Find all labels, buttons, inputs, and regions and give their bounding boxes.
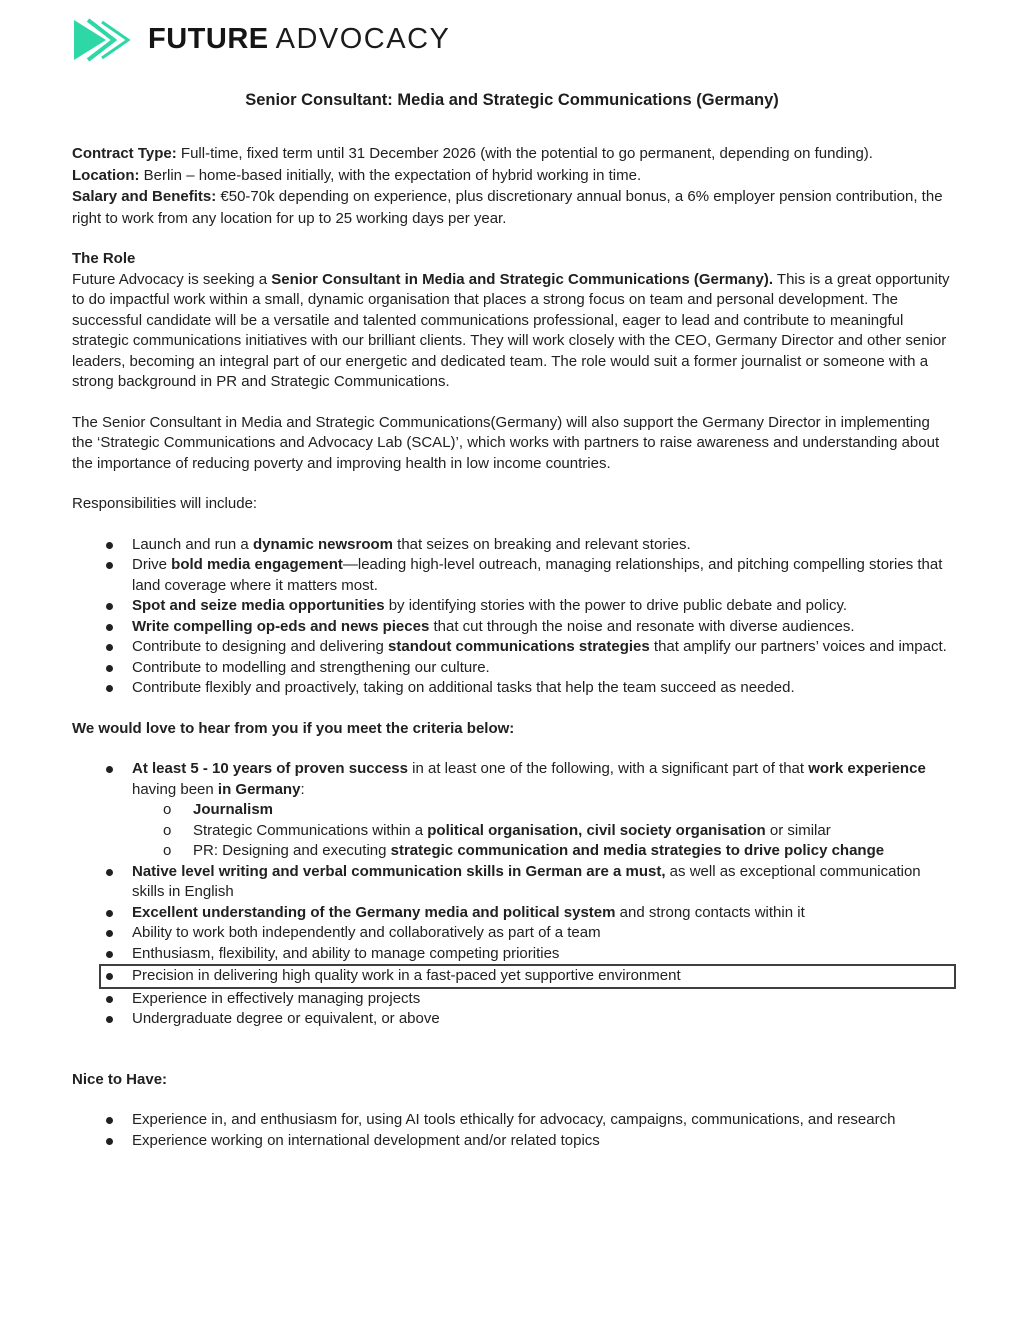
text-run: work experience (808, 760, 926, 777)
criteria-list (72, 759, 952, 1030)
location-line (72, 165, 952, 187)
text-run: Undergraduate degree or equivalent, or above (132, 1010, 440, 1027)
bullet-icon (104, 989, 132, 1003)
bullet-icon (104, 862, 132, 876)
text-run: Location: (72, 166, 144, 184)
text-run: —leading high-level outreach, managing relationships, and pitching compelling stories that land coverage where it matters most. (132, 556, 943, 594)
text-run: Full-time, fixed term until 31 December 2026 (with the potential to go permanent, depending on funding). (180, 145, 873, 162)
list-item (104, 1110, 952, 1131)
list-item-text (132, 862, 952, 903)
bullet-icon (104, 966, 132, 980)
text-run: Future Advocacy is seeking a (72, 270, 272, 288)
text-run: that seizes on breaking and relevant stories. (392, 535, 691, 553)
text-run: Precision in delivering high quality work in a fast-paced yet supportive environment (132, 967, 681, 984)
list-item-text (132, 535, 952, 556)
text-run: as well as exceptional communication skills in English (132, 862, 921, 900)
text-run: Native level writing and verbal communication skills in German are a must, (132, 862, 666, 880)
sub-list-item (163, 821, 952, 842)
company-name (148, 22, 451, 55)
text-run: €50-70k depending on experience, plus discretionary annual bonus, a 6% employer pension contribution, the right to work from any location for up to 25 working days per year. (72, 188, 943, 227)
list-item-text (132, 1110, 952, 1131)
text-run: in at least one of the following, with a significant part of that (407, 760, 809, 777)
bullet-icon (104, 535, 132, 549)
list-item-text (132, 678, 952, 699)
bullet-icon (104, 759, 132, 773)
text-run: and strong contacts within it (615, 903, 805, 921)
text-run: Berlin – home-based initially, with the expectation of hybrid working in time. (143, 166, 642, 184)
list-item-text (132, 1009, 952, 1030)
sub-list-item (163, 800, 952, 821)
text-run: Excellent understanding of the Germany media and political system (132, 903, 616, 921)
list-item-body (132, 759, 952, 862)
bullet-icon (104, 1131, 132, 1145)
text-run: bold media engagement (171, 556, 343, 573)
text-run: Contribute to designing and delivering (132, 638, 389, 655)
text-run: Write compelling op-eds and news pieces (132, 617, 430, 635)
text-run: Ability to work both independently and collaboratively as part of a team (132, 924, 601, 941)
responsibilities-intro: Responsibilities will include: (72, 495, 258, 512)
circle-bullet-icon: o (163, 842, 172, 859)
nice-to-have-list (72, 1110, 952, 1151)
list-item-text (132, 637, 952, 658)
bullet-icon (104, 944, 132, 958)
sub-list-item-text (193, 841, 952, 862)
text-run: or similar (765, 821, 831, 839)
list-item (104, 617, 952, 638)
bullet-icon (104, 903, 132, 917)
brand-secondary-text: ADVOCACY (275, 22, 451, 55)
list-item-text (132, 989, 952, 1010)
contract-type-line (72, 143, 952, 165)
list-item (104, 1131, 952, 1152)
bullet-icon (104, 617, 132, 631)
text-run: having been (132, 780, 218, 798)
bullet-icon (104, 555, 132, 569)
text-run: Journalism (193, 801, 274, 818)
text-run: This is a great opportunity to do impactful work within a small, dynamic organisation that places a strong focus on team and personal development. The successful candidate will be a versatile and talented communications professional, eager to lead and contribute to meaningful strategic communications initiatives with our brilliant clients. They will work closely with the CEO, Germany Director and other senior leaders, becoming an integral part of our energetic and dedicated team. The role would suit a former journalist or someone with a strong background in PR and Strategic Communications. (72, 270, 950, 390)
list-item (104, 1009, 952, 1030)
list-item (104, 989, 952, 1010)
bullet-icon (104, 658, 132, 672)
role-heading: The Role (72, 250, 136, 267)
criteria-sub-list (132, 800, 952, 862)
text-run: Drive (132, 556, 172, 573)
list-item-text (132, 658, 952, 679)
nice-to-have-heading: Nice to Have: (72, 1070, 168, 1088)
job-meta-section (72, 143, 952, 229)
role-paragraph (72, 270, 952, 393)
list-item-text (132, 1131, 952, 1152)
text-run: Experience in effectively managing projects (132, 989, 421, 1007)
text-run: that amplify our partners’ voices and impact. (649, 638, 947, 655)
text-run: Experience in, and enthusiasm for, using AI tools ethically for advocacy, campaigns, communications, and research (132, 1111, 896, 1128)
role-section (72, 249, 952, 474)
text-run: Experience working on international development and/or related topics (132, 1131, 600, 1149)
text-run: : (300, 780, 305, 798)
text-run: Contract Type: (72, 145, 181, 162)
text-run: Strategic Communications within a (193, 821, 428, 839)
list-item-text (132, 759, 952, 800)
list-item (104, 923, 952, 944)
text-run: The Senior Consultant in Media and Strategic Communications(Germany) will also support the Germany Director in implementing the ‘Strategic Communications and Advocacy Lab (SCAL)’, which works with partners to raise awareness and understanding about the importance of reducing poverty and improving health in low income countries. (72, 413, 940, 472)
text-run: dynamic newsroom (252, 535, 393, 553)
text-run: Contribute flexibly and proactively, taking on additional tasks that help the team succeed as needed. (132, 679, 795, 696)
list-item (104, 555, 952, 596)
bullet-icon (104, 923, 132, 937)
bullet-icon (104, 678, 132, 692)
list-item (104, 759, 952, 862)
criteria-section (72, 719, 952, 1030)
bullet-icon (104, 637, 132, 651)
bullet-icon (104, 1009, 132, 1023)
highlighted-list-item (99, 964, 956, 989)
text-run: in Germany (217, 780, 301, 798)
text-run: Salary and Benefits: (72, 188, 221, 205)
brand-primary-text: FUTURE (148, 22, 269, 55)
list-item (104, 862, 952, 903)
responsibilities-section (72, 494, 952, 699)
circle-bullet-icon: o (163, 821, 172, 839)
list-item (104, 678, 952, 699)
text-run: Launch and run a (132, 535, 253, 553)
list-item (104, 944, 952, 965)
text-run: standout communications strategies (388, 638, 650, 655)
text-run: At least 5 - 10 years of proven success (132, 760, 408, 777)
nice-to-have-section (72, 1070, 952, 1152)
scal-paragraph (72, 413, 952, 475)
text-run: that cut through the noise and resonate with diverse audiences. (429, 617, 855, 635)
list-item (104, 903, 952, 924)
text-run: Spot and seize media opportunities (132, 597, 385, 614)
text-run: Enthusiasm, flexibility, and ability to manage competing priorities (132, 944, 560, 962)
sub-list-item-text (193, 821, 952, 842)
responsibilities-list (72, 535, 952, 699)
job-title: Senior Consultant: Media and Strategic Communications (Germany) (245, 91, 779, 109)
circle-bullet-icon: o (163, 801, 172, 818)
list-item-text (132, 944, 952, 965)
list-item-text (132, 923, 952, 944)
company-logo (72, 14, 952, 64)
list-item (104, 596, 952, 617)
list-item-text (132, 903, 952, 924)
text-run: Senior Consultant in Media and Strategic Communications (Germany). (271, 270, 774, 288)
sub-list-item (163, 841, 952, 862)
text-run: Contribute to modelling and strengthening our culture. (132, 658, 490, 676)
criteria-heading: We would love to hear from you if you meet the criteria below: (72, 719, 515, 737)
fast-forward-logo-icon (72, 14, 134, 64)
salary-benefits-line (72, 186, 952, 229)
list-item (104, 535, 952, 556)
list-item (104, 637, 952, 658)
bullet-icon (104, 596, 132, 610)
text-run: strategic communication and media strategies to drive policy change (390, 842, 885, 859)
text-run: by identifying stories with the power to drive public debate and policy. (384, 597, 848, 614)
list-item-text (132, 555, 952, 596)
text-run: political organisation, civil society organisation (427, 821, 766, 839)
list-item (104, 658, 952, 679)
bullet-icon (104, 1110, 132, 1124)
sub-list-item-text (193, 800, 952, 821)
text-run: PR: Designing and executing (193, 842, 391, 859)
list-item-text (132, 596, 952, 617)
list-item-text (132, 617, 952, 638)
list-item-text (132, 966, 954, 987)
